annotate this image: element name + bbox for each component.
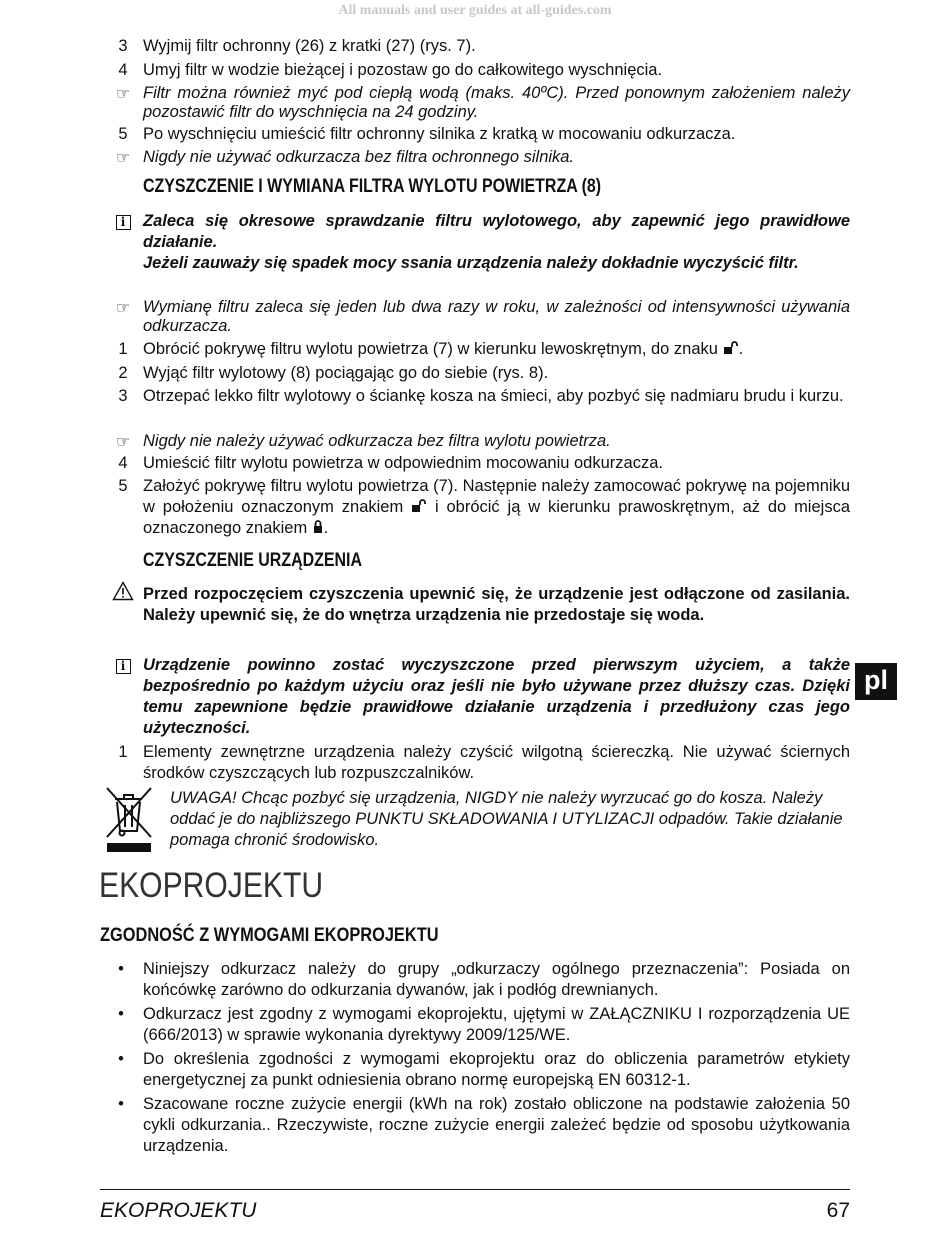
step-text-part: Założyć pokrywę filtru wylotu powietrza (7). Następnie należy zamocować pokrywę na pojemniku w położeniu oznaczonym znakiem bbox=[143, 477, 850, 516]
locked-padlock-icon bbox=[312, 520, 324, 534]
step-4 bbox=[108, 60, 850, 81]
note-text: Wymianę filtru zaleca się jeden lub dwa razy w roku, w zależności od intensywności używania odkurzacza. bbox=[143, 298, 850, 335]
warning-block bbox=[108, 584, 850, 626]
step-1 bbox=[108, 339, 850, 360]
info-text: Jeżeli zauważy się spadek mocy ssania urządzenia należy dokładnie wyczyścić filtr. bbox=[143, 254, 799, 272]
step-5 bbox=[108, 124, 850, 145]
weee-text: UWAGA! Chcąc pozbyć się urządzenia, NIGDY nie należy wyrzucać go do kosza. Należy oddać je do najbliższego PUNKTU SKŁADOWANIA I UTYLIZACJI odpadów. Takie działanie pomaga chronić środowisko. bbox=[170, 789, 843, 849]
weee-notice bbox=[170, 788, 850, 851]
crossed-out-bin-icon bbox=[104, 785, 154, 855]
section-heading: ZGODNOŚĆ Z WYMOGAMI EKOPROJEKTU bbox=[100, 924, 439, 946]
page-number: 67 bbox=[826, 1199, 850, 1222]
step-text: Umieścić filtr wylotu powietrza w odpowiednim mocowaniu odkurzacza. bbox=[143, 454, 663, 472]
bullet-text: Szacowane roczne zużycie energii (kWh na rok) zostało obliczone na podstawie założenia 50 cykli odkurzania.. Rzeczywiste, roczne zużycie energii zależeć będzie od sposobu użytkowania urządzenia. bbox=[143, 1095, 850, 1155]
step-2 bbox=[108, 363, 850, 384]
step-text: Wyjąć filtr wylotowy (8) pociągając go do siebie (rys. 8). bbox=[143, 364, 549, 382]
bullet-text: Niniejszy odkurzacz należy do grupy „odkurzaczy ogólnego przeznaczenia”: Posiada on końcówkę zarówno do odkurzania dywanów, jak i podłóg drewnianych. bbox=[143, 960, 850, 999]
note-text: Nigdy nie należy używać odkurzacza bez filtra wylotu powietrza. bbox=[143, 432, 611, 450]
step-5 bbox=[108, 476, 850, 539]
step-text: Wyjmij filtr ochronny (26) z kratki (27) (rys. 7). bbox=[143, 37, 476, 55]
footer-section: EKOPROJEKTU bbox=[100, 1199, 257, 1222]
step-number: 1 bbox=[118, 340, 128, 358]
step-number: 4 bbox=[118, 61, 128, 79]
note-text: Filtr można również myć pod ciepłą wodą (maks. 40ºC). Przed ponownym założeniem należy pozostawić filtr do wyschnięcia na 24 godziny. bbox=[143, 84, 850, 121]
bullet-item bbox=[108, 1049, 850, 1091]
bullet: • bbox=[118, 1005, 124, 1023]
bullet-item bbox=[108, 959, 850, 1001]
step-number: 4 bbox=[118, 454, 128, 472]
note-text: Nigdy nie używać odkurzacza bez filtra ochronnego silnika. bbox=[143, 148, 575, 166]
section-heading: CZYSZCZENIE URZĄDZENIA bbox=[143, 550, 363, 571]
pointing-hand-icon: ☞ bbox=[115, 84, 131, 103]
bullet-text: Odkurzacz jest zgodny z wymogami ekoprojektu, ujętymi w ZAŁĄCZNIKU I rozporządzenia UE (666/2013) w sprawie wykonania dyrektywy 2009/125/WE. bbox=[143, 1005, 850, 1044]
note bbox=[108, 84, 850, 122]
step-number: 2 bbox=[118, 364, 128, 382]
bullet: • bbox=[118, 960, 124, 978]
note bbox=[108, 298, 850, 336]
step-number: 3 bbox=[118, 37, 128, 55]
info-block bbox=[108, 655, 850, 739]
step-3 bbox=[108, 386, 850, 407]
step-text: Założyć pokrywę filtru wylotu powietrza (7). Następnie należy zamocować pokrywę na pojemniku w położeniu oznaczonym znakiem i obrócić ją w kierunku prawoskrętnym, aż do miejsca oznaczonego znakiem . bbox=[143, 477, 850, 537]
step-text: Umyj filtr w wodzie bieżącej i pozostaw go do całkowitego wyschnięcia. bbox=[143, 61, 663, 79]
step-text-part: Obrócić pokrywę filtru wylotu powietrza (7) w kierunku lewoskrętnym, do znaku bbox=[143, 340, 718, 358]
footer-rule bbox=[100, 1189, 850, 1190]
step-text-part: i obrócić ją w kierunku prawoskrętnym, aż do miejsca oznaczonego znakiem bbox=[143, 498, 850, 537]
pointing-hand-icon: ☞ bbox=[115, 148, 131, 167]
step-number: 1 bbox=[118, 743, 128, 761]
unlocked-padlock-icon bbox=[723, 341, 739, 355]
step-number: 5 bbox=[118, 477, 128, 495]
bullet-item bbox=[108, 1004, 850, 1046]
info-text: Zaleca się okresowe sprawdzanie filtru wylotowego, aby zapewnić jego prawidłowe działanie. bbox=[143, 212, 850, 251]
info-text: Urządzenie powinno zostać wyczyszczone przed pierwszym użyciem, a także bezpośrednio po każdym użyciu oraz jeśli nie było używane przez dłuższy czas. Dzięki temu zapewnione będzie prawidłowe działanie urządzenia i przedłużony czas jego użyteczności. bbox=[143, 656, 850, 737]
step-4 bbox=[108, 453, 850, 474]
info-icon: i bbox=[116, 215, 131, 230]
warning-text: Przed rozpoczęciem czyszczenia upewnić się, że urządzenie jest odłączone od zasilania. Należy upewnić się, że do wnętrza urządzenia nie przedostaje się woda. bbox=[143, 585, 850, 624]
step-text: Obrócić pokrywę filtru wylotu powietrza (7) w kierunku lewoskrętnym, do znaku . bbox=[143, 340, 744, 358]
step-number: 3 bbox=[118, 387, 128, 405]
watermark: All manuals and user guides at all-guides.com bbox=[338, 3, 612, 18]
note bbox=[108, 431, 850, 452]
unlocked-padlock-icon bbox=[411, 499, 427, 513]
step-text: Otrzepać lekko filtr wylotowy o ściankę kosza na śmieci, aby pozbyć się nadmiaru brudu i kurzu. bbox=[143, 387, 844, 405]
note bbox=[108, 147, 850, 168]
language-tab: pl bbox=[855, 663, 897, 700]
section-heading: CZYSZCZENIE I WYMIANA FILTRA WYLOTU POWIETRZA (8) bbox=[143, 176, 602, 197]
bullet: • bbox=[118, 1050, 124, 1068]
step-text: Elementy zewnętrzne urządzenia należy czyścić wilgotną ściereczką. Nie używać ściernych środków czyszczących lub rozpuszczalników. bbox=[143, 743, 850, 782]
chapter-title: EKOPROJEKTU bbox=[99, 866, 324, 905]
warning-triangle-icon bbox=[112, 581, 134, 601]
step-text: Po wyschnięciu umieścić filtr ochronny silnika z kratką w mocowaniu odkurzacza. bbox=[143, 125, 736, 143]
info-block bbox=[108, 211, 850, 274]
pointing-hand-icon: ☞ bbox=[115, 432, 131, 451]
step-1 bbox=[108, 742, 850, 784]
bullet-text: Do określenia zgodności z wymogami ekoprojektu oraz do obliczenia parametrów etykiety energetycznej za punkt odniesienia obrano normę europejską EN 60312-1. bbox=[143, 1050, 850, 1089]
pointing-hand-icon: ☞ bbox=[115, 298, 131, 317]
bullet-item bbox=[108, 1094, 850, 1157]
step-3 bbox=[108, 36, 850, 57]
step-number: 5 bbox=[118, 125, 128, 143]
bullet: • bbox=[118, 1095, 124, 1113]
info-icon: i bbox=[116, 659, 131, 674]
